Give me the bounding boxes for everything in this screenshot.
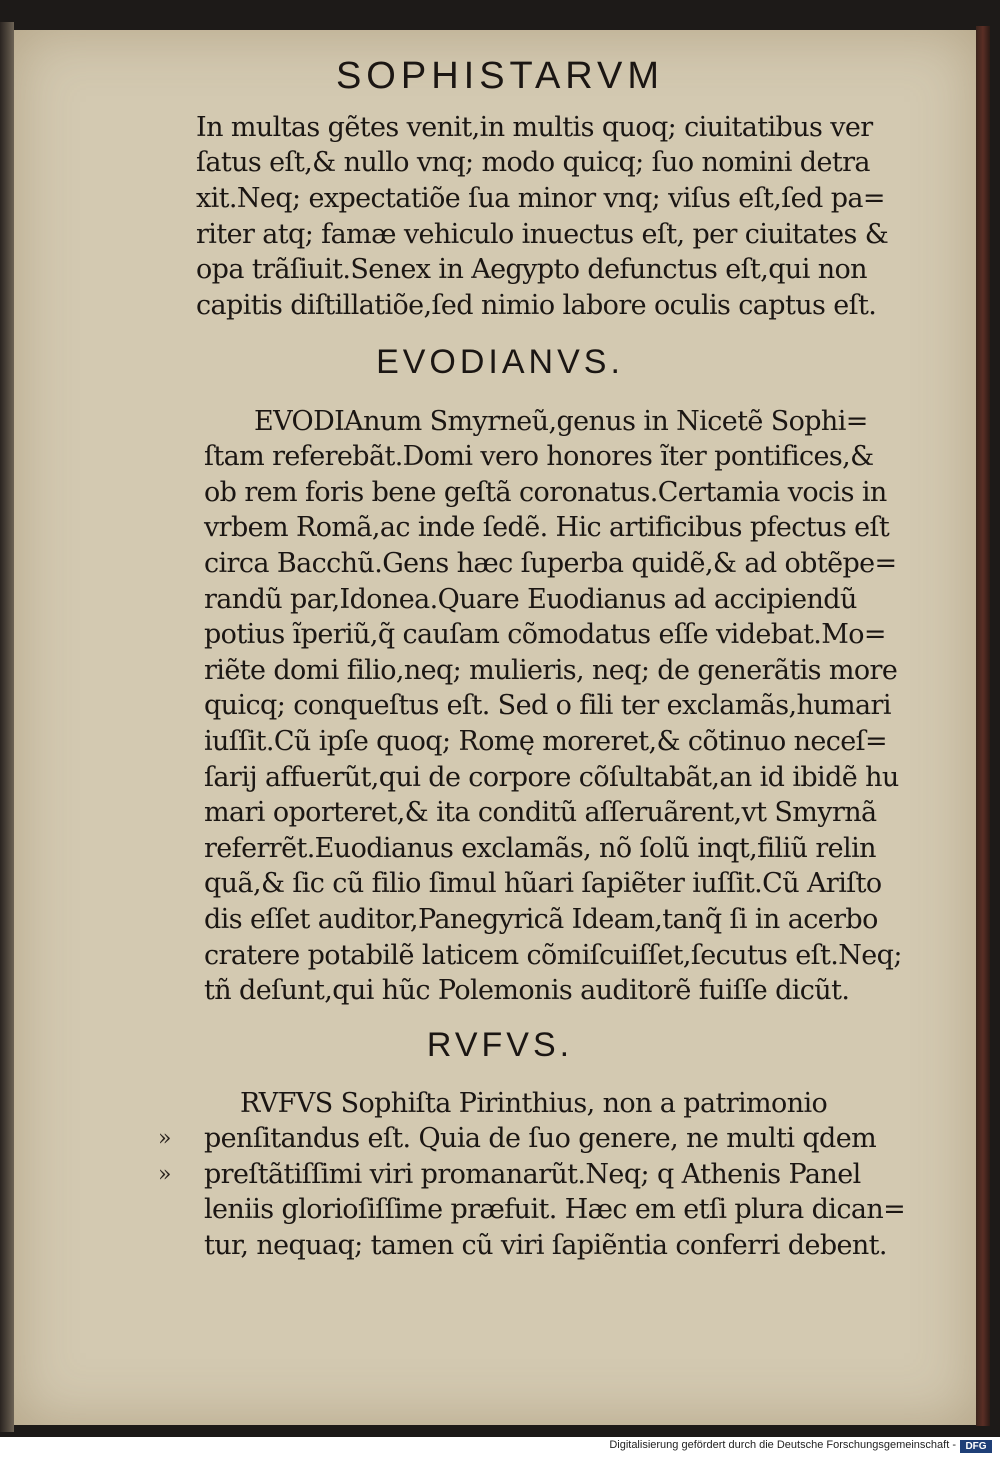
text-line: circa Bacchũ.Gens hæc ſuperba quidẽ,& ad obtẽpe= <box>204 548 897 579</box>
text-line: RVFVS Sophiſta Pirinthius, non a patrimonio <box>240 1088 828 1119</box>
text-line: EVODIAnum Smyrneũ,genus in Nicetẽ Sophi= <box>254 406 868 437</box>
margin-quote-marker: » <box>158 1162 172 1187</box>
text-line: cratere potabilẽ laticem cõmiſcuiſſet,ſecutus eſt.Neq; <box>204 940 902 971</box>
text-line: opa trãſiuit.Senex in Aegypto defunctus eſt,qui non <box>196 254 867 285</box>
page-gutter-edge <box>0 22 14 1432</box>
text-line: ſarij affuerũt,qui de corpore cõſultabãt,an id ibidẽ hu <box>204 762 899 793</box>
text-line: tur, nequaq; tamen cũ viri ſapiẽntia conferri debent. <box>204 1230 887 1261</box>
text-line: quã,& ſic cũ filio ſimul hũari ſapiẽter iuſſit.Cũ Ariſto <box>204 868 882 899</box>
text-line: preſtãtiſſimi viri promanarũt.Neq; q Athenis Panel <box>204 1159 861 1190</box>
text-line: ſtam referebãt.Domi vero honores ĩter pontifices,& <box>204 441 874 472</box>
text-line: referrẽt.Euodianus exclamãs, nõ ſolũ inqt,filiũ relin <box>204 833 876 864</box>
digitization-footer <box>0 1437 1000 1457</box>
text-line: ob rem foris bene geſtã coronatus.Certamia vocis in <box>204 477 887 508</box>
section-heading: RVFVS. <box>426 1026 574 1064</box>
funding-credit: Digitalisierung gefördert durch die Deutsche Forschungsgemeinschaft - <box>609 1439 956 1451</box>
text-line: riẽte domi filio,neq; mulieris, neq; de generãtis more <box>204 655 898 686</box>
text-line: iuſſit.Cũ ipſe quoq; Romę moreret,& cõtinuo neceſ= <box>204 726 888 757</box>
book-fore-edge <box>976 26 990 1426</box>
text-line: tñ deſunt,qui hũc Polemonis auditorẽ fuiſſe dicũt. <box>204 975 850 1006</box>
section-heading: EVODIANVS. <box>376 343 624 381</box>
text-line: quicq; conqueſtus eſt. Sed o fili ter exclamãs,humari <box>204 690 891 721</box>
running-head: SOPHISTARVM <box>335 55 665 97</box>
dfg-logo: DFG <box>960 1440 992 1453</box>
text-line: penſitandus eſt. Quia de ſuo genere, ne multi qdem <box>204 1123 877 1154</box>
text-line: capitis diſtillatiõe,ſed nimio labore oculis captus eſt. <box>196 290 877 321</box>
text-line: dis eſſet auditor,Panegyricã Ideam,tanq̃ ſi in acerbo <box>204 904 878 935</box>
text-line: mari oporteret,& ita conditũ aſſeruãrent,vt Smyrnã <box>204 797 877 828</box>
text-line: leniis glorioſiſſime præfuit. Hæc em etſi plura dican= <box>204 1194 906 1225</box>
text-line: potius ĩperiũ,q̃ cauſam cõmodatus eſſe videbat.Mo= <box>204 619 886 650</box>
text-line: xit.Neq; expectatiõe ſua minor vnq; viſus eſt,ſed pa= <box>196 183 885 214</box>
text-line: riter atq; famæ vehiculo inuectus eſt, per ciuitates & <box>196 219 889 250</box>
text-line: ſatus eſt,& nullo vnq; modo quicq; ſuo nomini detra <box>196 147 870 178</box>
margin-quote-marker: » <box>158 1126 172 1151</box>
text-line: randũ par,Idonea.Quare Euodianus ad accipiendũ <box>204 584 857 615</box>
text-line: vrbem Romã,ac inde ſedẽ. Hic artificibus pfectus eſt <box>204 512 890 543</box>
text-line: In multas gẽtes venit,in multis quoq; ciuitatibus ver <box>196 112 873 143</box>
